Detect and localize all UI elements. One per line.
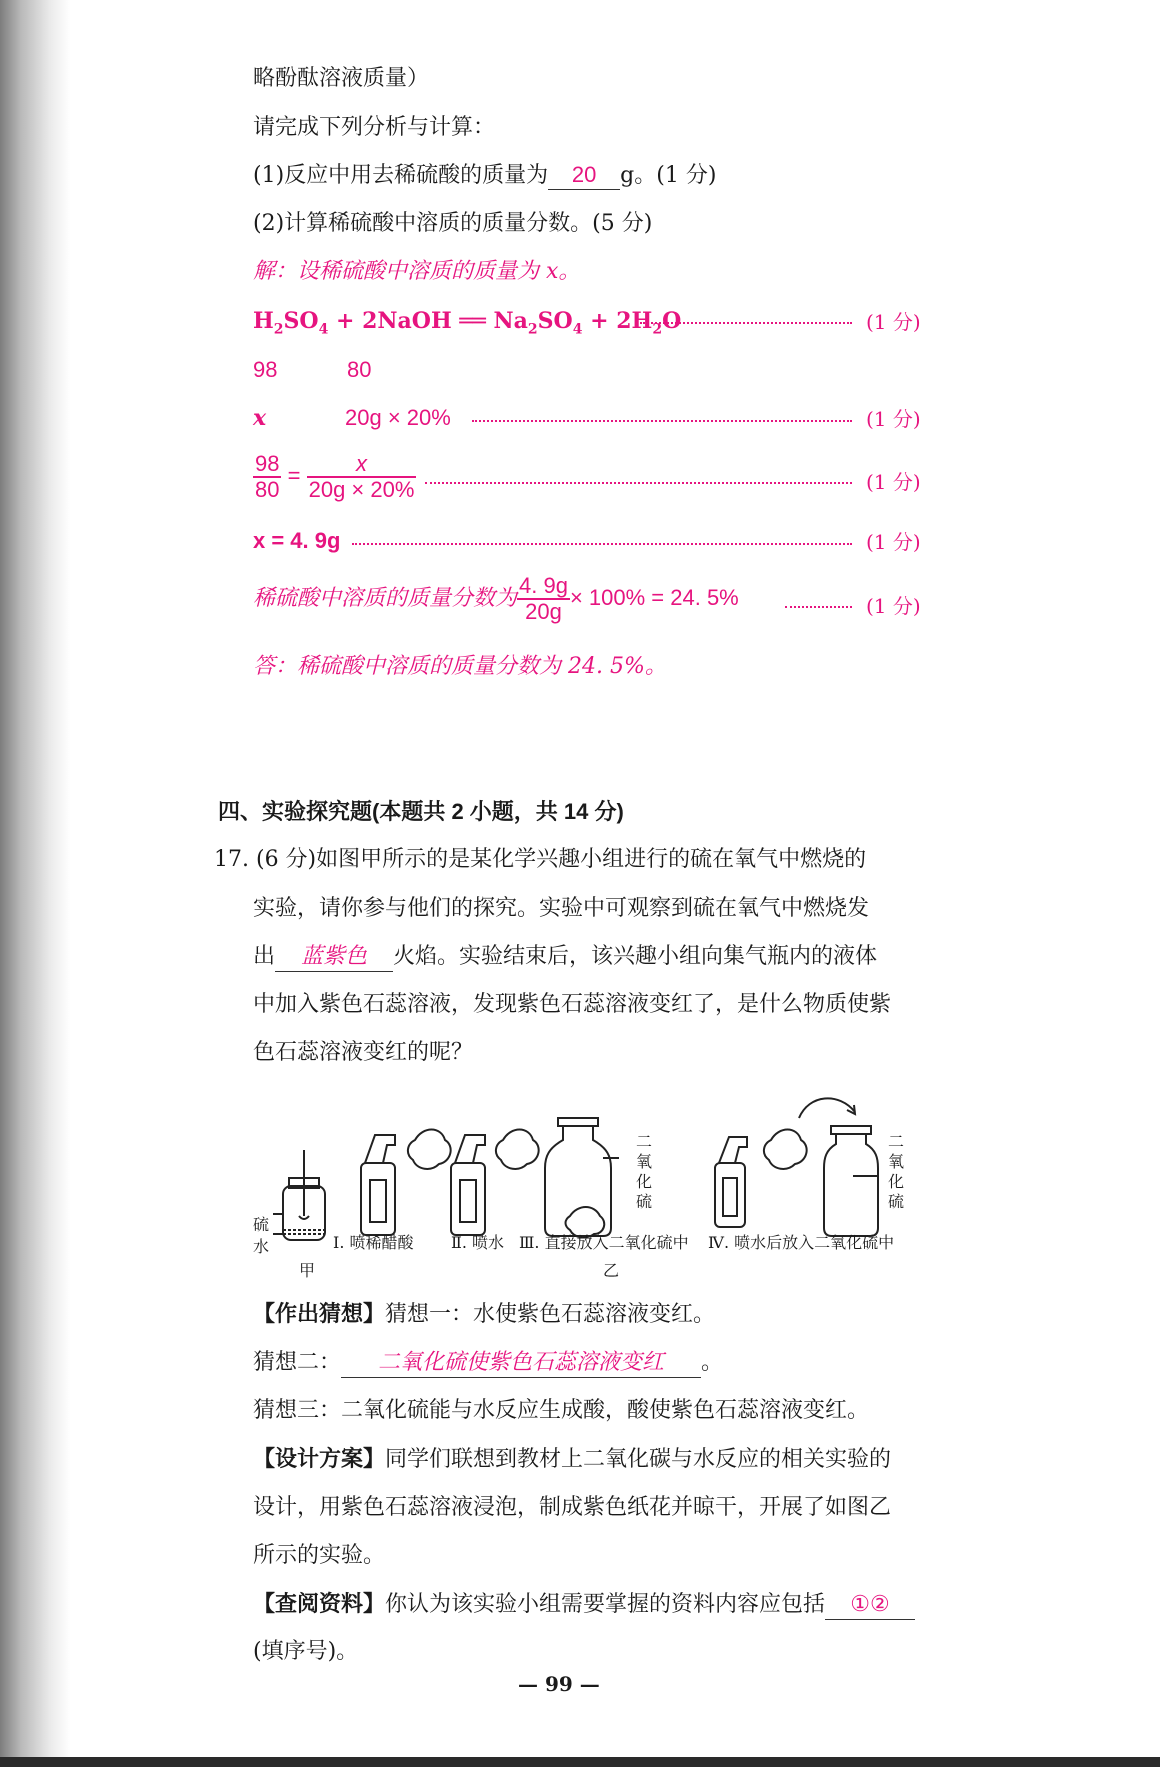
- dotted-leader: [425, 482, 852, 484]
- question-text: (1)反应中用去稀硫酸的质量为: [253, 163, 549, 188]
- dotted-leader: [785, 606, 852, 608]
- fraction-pct: $\frac{4. 9g}{20g}$: [519, 573, 568, 624]
- q17-line: 17. (6 分)如图甲所示的是某化学兴趣小组进行的硫在氧气中燃烧的: [214, 847, 867, 872]
- dotted-leader: [640, 322, 852, 324]
- q17-line: 实验，请你参与他们的探究。实验中可观察到硫在氧气中燃烧发: [253, 896, 870, 921]
- answer-blank: ①②: [825, 1591, 915, 1620]
- lookup-line: 【查阅资料】你认为该实验小组需要掌握的资料内容应包括 ①②: [253, 1589, 915, 1620]
- proportion: $\frac{98}{80}$ = $\frac{x}{20g \times 20\%}$: [255, 451, 415, 502]
- label-ii: Ⅱ. 喷水: [451, 1233, 505, 1252]
- q17-line: 中加入紫色石蕊溶液，发现紫色石蕊溶液变红了，是什么物质使紫: [253, 992, 892, 1017]
- score-mark: (1 分): [866, 310, 921, 334]
- page-edge-shadow: [0, 0, 70, 1767]
- unknown-x: x: [253, 405, 267, 431]
- q17-line: 色石蕊溶液变红的呢？: [253, 1040, 474, 1065]
- bottom-bar: [0, 1757, 1160, 1767]
- final-answer: 答：稀硫酸中溶质的质量分数为 24. 5%。: [253, 654, 667, 679]
- design-line: 设计，用紫色石蕊溶液浸泡，制成紫色纸花并晾干，开展了如图乙: [253, 1495, 892, 1520]
- label-i: Ⅰ. 喷稀醋酸: [333, 1233, 414, 1252]
- score-mark: (1 分): [866, 530, 921, 554]
- score-mark: (1 分): [866, 470, 921, 494]
- text-line: 略酚酞溶液质量）: [253, 66, 430, 91]
- molar-mass-1: 98: [253, 357, 278, 382]
- page-number: — 99 —: [518, 1672, 600, 1696]
- score-mark: (1 分): [866, 594, 921, 618]
- label-water: 水: [253, 1237, 270, 1256]
- fraction-left: $\frac{98}{80}$: [255, 451, 280, 502]
- result-x: x = 4. 9g: [253, 528, 341, 553]
- section-title: 四、实验探究题(本题共 2 小题，共 14 分): [218, 799, 624, 824]
- label-so2: 二氧化硫: [636, 1132, 653, 1211]
- label-so2: 二氧化硫: [888, 1132, 905, 1211]
- question-text: g。(1 分): [620, 163, 717, 188]
- answer-blank: 二氧化硫使紫色石蕊溶液变红: [341, 1349, 701, 1378]
- answer-blank: 20: [548, 161, 620, 190]
- design-line: 【设计方案】同学们联想到教材上二氧化碳与水反应的相关实验的: [253, 1446, 892, 1472]
- hypothesis-1: 【作出猜想】猜想一：水使紫色石蕊溶液变红。: [253, 1301, 716, 1327]
- score-mark: (1 分): [866, 407, 921, 431]
- lookup-line: (填序号)。: [253, 1639, 359, 1664]
- label-iv: Ⅳ. 喷水后放入二氧化硫中: [708, 1233, 895, 1252]
- design-line: 所示的实验。: [253, 1543, 386, 1568]
- question-1: [253, 161, 716, 191]
- dotted-leader: [472, 420, 852, 422]
- percentage-calc: 稀硫酸中溶质的质量分数为 $\frac{4. 9g}{20g}$ × 100% = 24. 5%: [253, 573, 739, 624]
- fraction-right: $\frac{x}{20g \times 20\%}$: [308, 451, 415, 502]
- label-yi: 乙: [603, 1261, 620, 1280]
- hypothesis-3: 猜想三：二氧化硫能与水反应生成酸，酸使紫色石蕊溶液变红。: [253, 1398, 870, 1423]
- hypothesis-2: 猜想二： 二氧化硫使紫色石蕊溶液变红 。: [253, 1348, 723, 1378]
- question-2: (2)计算稀硫酸中溶质的质量分数。(5 分): [253, 211, 653, 236]
- answer-blank: 蓝紫色: [275, 943, 393, 972]
- label-jia: 甲: [299, 1261, 316, 1280]
- chemical-equation: $H_2SO_4$ + 2NaOH ══ $Na_2SO_4 + 2H_2O$: [253, 308, 682, 338]
- given-mass: 20g × 20%: [345, 405, 451, 430]
- label-iii: Ⅲ. 直接放入二氧化硫中: [519, 1233, 689, 1252]
- solution-intro: 解：设稀硫酸中溶质的质量为 x。: [253, 259, 581, 284]
- label-sulfur: 硫: [253, 1215, 270, 1234]
- experiment-figure: [253, 1088, 918, 1278]
- text-line: 请完成下列分析与计算：: [253, 115, 496, 140]
- molar-mass-2: 80: [347, 357, 372, 382]
- dotted-leader: [352, 543, 852, 545]
- q17-line: 出 蓝紫色 火焰。实验结束后，该兴趣小组向集气瓶内的液体: [253, 942, 877, 972]
